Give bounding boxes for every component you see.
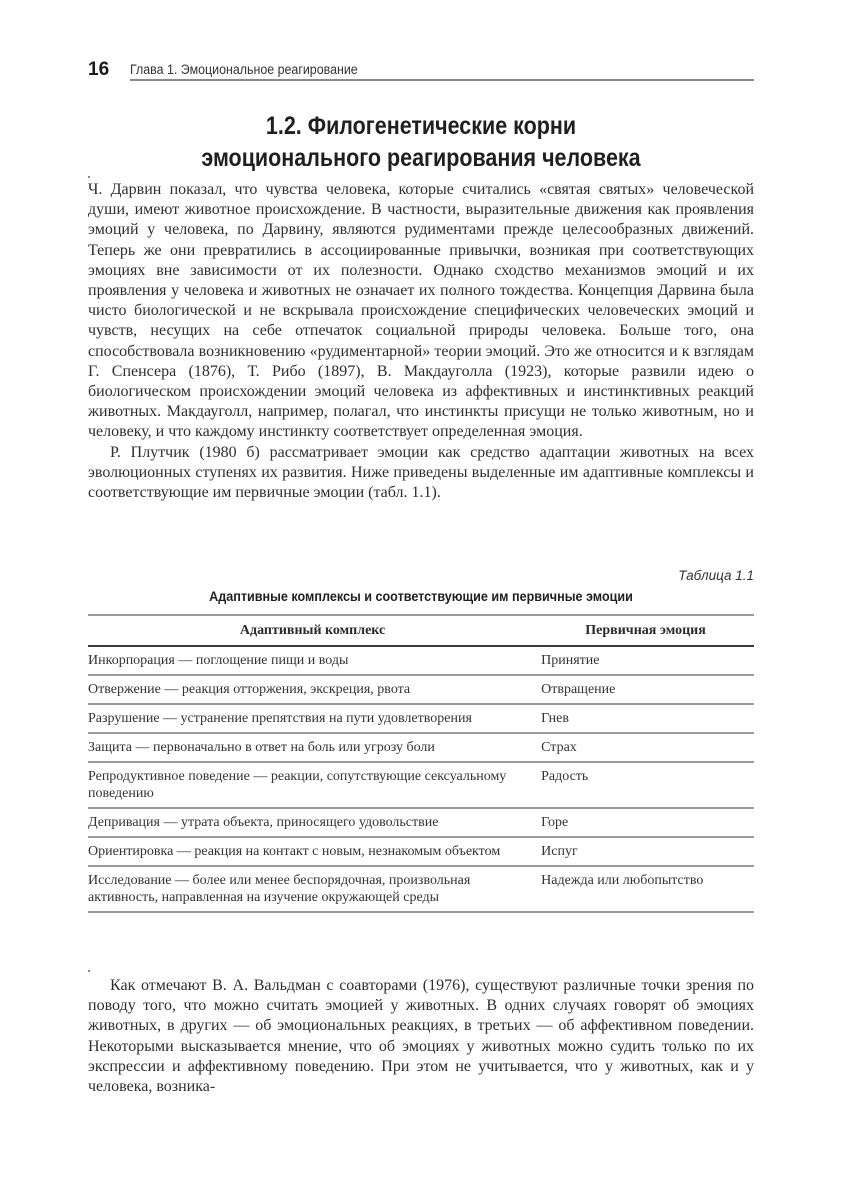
section-title-line-2: эмоционального реагирования человека — [201, 144, 641, 172]
margin-mark — [88, 970, 90, 972]
paragraph-plutchik: Р. Плутчик (1980 б) рассматривает эмоции как средство адаптации животных на всех эволюционных ступенях их развития. Ниже приведены выделенные им адаптивные комплексы и соответствующие им первичные эмоции (табл. 1.1). — [88, 443, 754, 502]
table-cell-complex: Защита — первоначально в ответ на боль или угрозу боли — [88, 733, 541, 762]
paragraph-valdman: Как отмечают В. А. Вальдман с соавторами (1976), существуют различные точки зрения по поводу того, что можно считать эмоцией у животных. В одних случаях говорят об эмоциях животных, в других — об эмоциональных реакциях, в третьих — об аффективном поведении. Некоторыми высказывается мнение, что об эмоциях у животных можно судить только по их экспрессии и аффективному поведению. При этом не учитывается, что у животных, как и у человека, возника- — [88, 977, 754, 1096]
table-row — [88, 646, 754, 675]
table-row — [88, 675, 754, 704]
table-cell-emotion: Испуг — [541, 837, 754, 866]
table-cell-emotion: Горе — [541, 808, 754, 837]
column-header-adaptive-complex: Адаптивный комплекс — [88, 615, 541, 646]
table-row — [88, 837, 754, 866]
table-label: Таблица 1.1 — [678, 568, 754, 583]
table-caption: Адаптивные комплексы и соответствующие им первичные эмоции — [209, 588, 633, 604]
table-row — [88, 704, 754, 733]
table-cell-emotion: Гнев — [541, 704, 754, 733]
chapter-title: Глава 1. Эмоциональное реагирование — [130, 62, 358, 77]
table-row — [88, 808, 754, 837]
column-header-primary-emotion: Первичная эмоция — [541, 615, 754, 646]
table-cell-emotion: Радость — [541, 762, 754, 808]
table-cell-emotion: Принятие — [541, 646, 754, 675]
header-rule — [130, 79, 754, 81]
table-row — [88, 866, 754, 912]
body-text-before-table — [88, 180, 754, 503]
table-cell-emotion: Страх — [541, 733, 754, 762]
table-cell-complex: Разрушение — устранение препятствия на пути удовлетворения — [88, 704, 541, 733]
table-cell-complex: Ориентировка — реакция на контакт с новым, незнакомым объектом — [88, 837, 541, 866]
table-row — [88, 733, 754, 762]
running-head — [88, 58, 754, 82]
page-number: 16 — [88, 59, 110, 80]
table-header-row — [88, 615, 754, 646]
table-cell-complex: Репродуктивное поведение — реакции, сопутствующие сексуальному поведению — [88, 762, 541, 808]
table-cell-complex: Отвержение — реакция отторжения, экскреция, рвота — [88, 675, 541, 704]
body-text-after-table — [88, 976, 754, 1097]
table-cell-emotion: Отвращение — [541, 675, 754, 704]
section-title-line-1: 1.2. Филогенетические корни — [265, 112, 577, 140]
table-cell-complex: Депривация — утрата объекта, приносящего удовольствие — [88, 808, 541, 837]
table-cell-complex: Исследование — более или менее беспорядочная, произвольная активность, направленная на изучение окружающей среды — [88, 866, 541, 912]
table-cell-emotion: Надежда или любопытство — [541, 866, 754, 912]
section-title — [135, 110, 708, 174]
table-cell-complex: Инкорпорация — поглощение пищи и воды — [88, 646, 541, 675]
margin-mark — [88, 176, 90, 178]
table-row — [88, 762, 754, 808]
adaptive-complexes-table — [88, 614, 754, 913]
paragraph-darwin: Ч. Дарвин показал, что чувства человека, которые считались «святая святых» человеческой души, имеют животное происхождение. В частности, выразительные движения как проявления эмоций у человека, по Дарвину, являются рудиментами прежде целесообразных движений. Теперь же они превратились в ассоциированные привычки, возникая при соответствующих эмоциях вне зависимости от их полезности. Однако сходство механизмов эмоций и их проявления у человека и животных не означает их полного тождества. Концепция Дарвина была чисто биологической и не вскрывала происхождение специфических человеческих эмоций и чувств, несущих на себе отпечаток социальной природы человека. Больше того, она способствовала возникновению «рудиментарной» теории эмоций. Это же относится и к взглядам Г. Спенсера (1876), Т. Рибо (1897), В. Макдауголла (1923), которые развили идею о биологическом происхождении эмоций человека из аффективных и инстинктивных реакций животных. Макдауголл, например, полагал, что инстинкты присущи не только животным, но и человеку, и что каждому инстинкту соответствует определенная эмоция. — [88, 181, 754, 441]
